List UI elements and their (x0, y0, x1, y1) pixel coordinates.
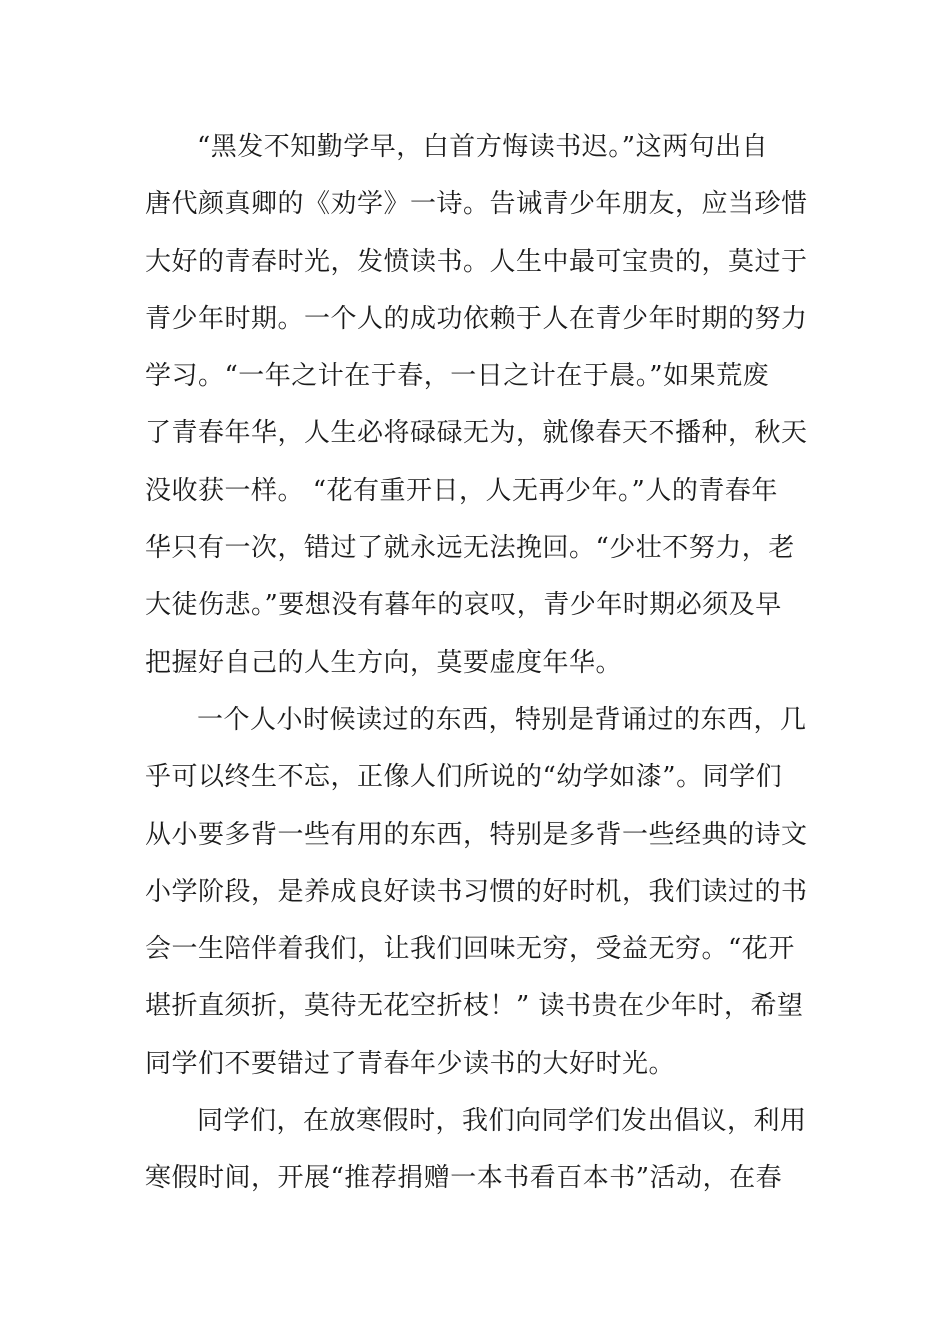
text-line: 没收获一样。 “花有重开日，人无再少年。”人的青春年 (145, 475, 778, 506)
text-line: 同学们不要错过了青春年少读书的大好时光。 (145, 1048, 676, 1079)
text-line: 把握好自己的人生方向，莫要虚度年华。 (145, 647, 623, 678)
text-line: 唐代颜真卿的《劝学》一诗。告诫青少年朋友，应当珍惜 (145, 189, 808, 220)
text-line: 大好的青春时光，发愤读书。人生中最可宝贵的，莫过于 (145, 246, 808, 277)
text-line: “黑发不知勤学早，白首方悔读书迟。”这两句出自 (197, 132, 769, 162)
text-line: 同学们，在放寒假时，我们向同学们发出倡议，利用 (197, 1106, 807, 1137)
text-line: 寒假时间，开展“推荐捐赠一本书看百本书”活动，在春 (145, 1163, 783, 1194)
text-line: 学习。“一年之计在于春，一日之计在于晨。”如果荒废 (145, 361, 770, 392)
text-line: 一个人小时候读过的东西，特别是背诵过的东西，几 (197, 704, 807, 735)
text-line: 乎可以终生不忘，正像人们所说的“幼学如漆”。同学们 (145, 762, 783, 793)
text-line: 从小要多背一些有用的东西，特别是多背一些经典的诗文 (145, 819, 808, 850)
text-line: 华只有一次，错过了就永远无法挽回。“少壮不努力，老 (145, 533, 795, 564)
paragraph-2 (145, 692, 815, 1093)
text-line: 会一生陪伴着我们，让我们回味无穷，受益无穷。“花开 (145, 934, 795, 965)
text-line: 堪折直须折，莫待无花空折枝！” 读书贵在少年时，希望 (145, 991, 804, 1022)
text-line: 大徒伤悲。”要想没有暮年的哀叹，青少年时期必须及早 (145, 590, 782, 621)
document-body (145, 119, 815, 1208)
paragraph-3 (145, 1093, 815, 1208)
text-line: 了青春年华，人生必将碌碌无为，就像春天不播种，秋天 (145, 418, 808, 449)
text-line: 小学阶段，是养成良好读书习惯的好时机，我们读过的书 (145, 876, 808, 907)
paragraph-1 (145, 119, 815, 692)
text-line: 青少年时期。一个人的成功依赖于人在青少年时期的努力 (145, 303, 808, 334)
